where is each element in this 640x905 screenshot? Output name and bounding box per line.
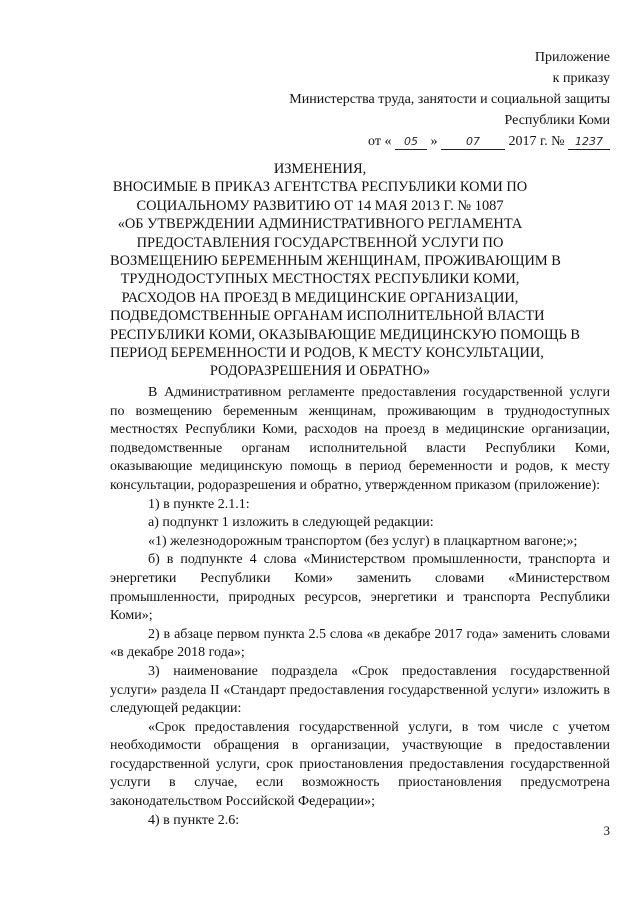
header-line: к приказу (552, 71, 610, 86)
document-title (110, 160, 580, 381)
body-paragraph: 3) наименование подраздела «Срок предоставления государственной услуги» раздела II «Стандарт предоставления государственной услуги» изложить в следующей редакции: (110, 663, 610, 717)
title-line: ПРЕДОСТАВЛЕНИЯ ГОСУДАРСТВЕННОЙ УСЛУГИ ПО (136, 234, 504, 251)
date-prefix: от « (368, 134, 392, 149)
date-mid: » (430, 134, 438, 149)
date-year: 2017 г. № (508, 134, 565, 149)
page-number: 3 (603, 823, 610, 838)
handwritten-order-number: 1237 (568, 135, 610, 150)
body-paragraph: б) в подпункте 4 слова «Министерством промышленности, транспорта и энергетики Республики Коми» заменить словами «Министерством промышленности, природных ресурсов, энергетики и транспорта Республики Коми»; (110, 552, 610, 624)
title-line: РАСХОДОВ НА ПРОЕЗД В МЕДИЦИНСКИЕ ОРГАНИЗАЦИИ, (121, 289, 519, 306)
title-line: ВОЗМЕЩЕНИЮ БЕРЕМЕННЫМ ЖЕНЩИНАМ, ПРОЖИВАЮЩИМ В (110, 253, 561, 270)
title-line: РОДОРАЗРЕШЕНИЯ И ОБРАТНО» (209, 363, 431, 380)
document-body (110, 384, 610, 830)
title-line: «ОБ УТВЕРЖДЕНИИ АДМИНИСТРАТИВНОГО РЕГЛАМЕНТА (117, 216, 523, 233)
appendix-header (289, 47, 610, 152)
body-paragraph: В Административном регламенте предоставления государственной услуги по возмещению беременным женщинам, проживающим в труднодоступных местностях Республики Коми, расходов на проезд в медицинские организации, подведомственные органам исполнительной власти Республики Коми, оказывающие медицинскую помощь в период беременности и родов, к месту консультации, родоразрешения и обратно, утвержденном приказом (приложение): (110, 385, 610, 493)
body-paragraph: а) подпункт 1 изложить в следующей редакции: (148, 515, 434, 531)
header-line: Приложение (534, 50, 610, 65)
header-line: Республики Коми (504, 113, 610, 128)
title-line: ИЗМЕНЕНИЯ, (273, 161, 367, 177)
title-line: РЕСПУБЛИКИ КОМИ, ОКАЗЫВАЮЩИЕ МЕДИЦИНСКУЮ ПОМОЩЬ В (110, 326, 580, 343)
title-line: СОЦИАЛЬНОМУ РАЗВИТИЮ ОТ 14 МАЯ 2013 Г. № 1087 (136, 197, 504, 214)
body-paragraph: «1) железнодорожным транспортом (без услуг) в плацкартном вагоне;»; (148, 533, 578, 549)
title-line: ПОДВЕДОМСТВЕННЫЕ ОРГАНАМ ИСПОЛНИТЕЛЬНОЙ ВЛАСТИ (110, 308, 545, 325)
title-line: ТРУДНОДОСТУПНЫХ МЕСТНОСТЯХ РЕСПУБЛИКИ КОМИ, (120, 271, 520, 288)
title-line: ВНОСИМЫЕ В ПРИКАЗ АГЕНТСТВА РЕСПУБЛИКИ КОМИ ПО (112, 179, 528, 196)
body-paragraph: 2) в абзаце первом пункта 2.5 слова «в декабре 2017 года» заменить словами «в декабре 2018 года»; (110, 626, 610, 661)
body-paragraph: 1) в пункте 2.1.1: (148, 496, 250, 512)
title-line: ПЕРИОД БЕРЕМЕННОСТИ И РОДОВ, К МЕСТУ КОНСУЛЬТАЦИИ, (110, 345, 544, 362)
handwritten-month: 07 (441, 135, 505, 150)
handwritten-day: 05 (395, 135, 427, 150)
header-line: Министерства труда, занятости и социальной защиты (289, 92, 610, 107)
order-date-line (289, 131, 610, 152)
body-paragraph: «Срок предоставления государственной услуги, в том числе с учетом необходимости обращения в организации, участвующие в предоставлении государственной услуги, срок приостановления предоставления государственной услуги в случае, если возможность приостановления предусмотрена законодательством Российской Федерации»; (110, 719, 610, 810)
body-paragraph: 4) в пункте 2.6: (148, 812, 240, 828)
